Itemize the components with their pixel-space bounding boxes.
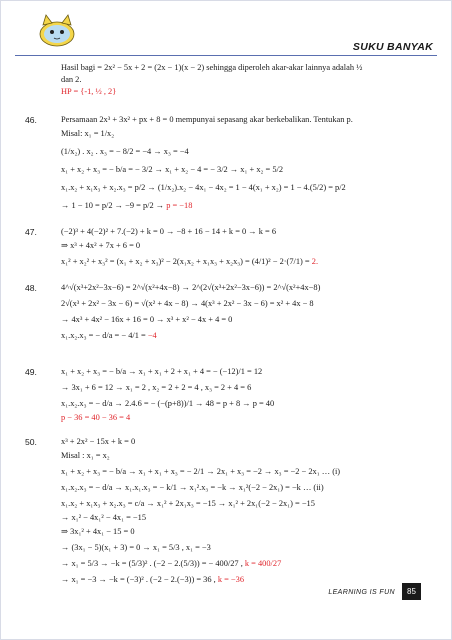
answer: k = −36 [217,575,245,584]
footer-motto: LEARNING IS FUN [328,589,395,596]
answer: p = −18 [166,201,193,210]
text-line: x₁ + x₂ + x₃ = − b/a = − 3/2 → x₁ + x₂ − 4 = − 3/2 → x₁ + x₂ = 5/2 [61,165,284,174]
text-line [61,575,244,585]
text-line [61,331,157,341]
text-line: 2√(x³ + 2x² − 3x − 6) = √(x² + 4x − 8) → 4(x³ + 2x² − 3x − 6) = x² + 4x − 8 [61,299,314,308]
text-line: dan 2. [61,75,82,84]
text-line: x₁ + x₂ + x₃ = − b/a → x₁ + x₁ + x₃ = − 2/1 → 2x₁ + x₃ = −2 → x₃ = −2 − 2x₁ … (i) [61,467,341,476]
text-line: → 4x³ + 4x² − 16x + 16 = 0 → x³ + x² − 4x + 4 = 0 [61,315,233,324]
text-line: ⇒ 3x₁² + 4x₁ − 15 = 0 [61,527,135,536]
text-line [61,257,318,267]
text-line: x³ + 2x² − 15x + k = 0 [61,437,136,446]
header-rule [15,55,437,56]
text-line: ⇒ x³ + 4x² + 7x + 6 = 0 [61,241,141,250]
text-line: x₁.x₂.x₃ = − d/a → 2.4.6 = − (−(p+8))/1 → 48 = p + 8 → p = 40 [61,399,275,408]
text-line: 4^√(x³+2x²−3x−6) = 2^√(x²+4x−8) → 2^(2√(x³+2x²−3x−6)) = 2^√(x²+4x−8) [61,283,321,292]
question-number: 47. [25,227,37,237]
answer: p − 36 = 40 − 36 = 4 [61,413,131,422]
text-line: x₁.x₂ + x₁x₃ + x₂.x₃ = c/a → x₁² + 2x₁x₃ = −15 → x₁² + 2x₁(−2 − 2x₁) = −15 [61,499,315,508]
question-number: 49. [25,367,37,377]
text-part: x₁² + x₂² + x₃² = (x₁ + x₂ + x₃)² − 2(x₁x₂ + x₁x₃ + x₂x₃) = (4/1)² − 2·(7/1) = [61,257,312,266]
text-line: x₁ + x₂ + x₃ = − b/a → x₁ + x₁ + 2 + x₁ + 4 = − (−12)/1 = 12 [61,367,263,376]
answer: 2. [311,257,319,266]
question-number: 48. [25,283,37,293]
text-line [61,559,281,569]
page-number: 85 [402,583,421,600]
text-line: → x₁² − 4x₁² − 4x₁ = −15 [61,513,147,522]
answer: −4 [147,331,157,340]
text-part: → x₁ = −3 → −k = (−3)² . (−2 − 2.(−3)) = 36 , [61,575,218,584]
text-line: Misal: x₁ = 1/x₂ [61,129,115,138]
text-line: x₁.x₂ + x₁x₃ + x₂.x₃ = p/2 → (1/x₂).x₂ − 4x₁ − 4x₂ = 1 − 4(x₁ + x₂) = 1 − 4.(5/2) = p/2 [61,183,346,192]
question-number: 50. [25,437,37,447]
chapter-title: SUKU BANYAK [352,41,433,53]
text-part: x₁.x₂.x₃ = − d/a = − 4/1 = [61,331,148,340]
text-line: (−2)³ + 4(−2)² + 7.(−2) + k = 0 → −8 + 16 − 14 + k = 0 → k = 6 [61,227,277,236]
question-number: 46. [25,115,37,125]
cat-mascot-icon [35,13,79,47]
text-part: → 1 − 10 = p/2 → −9 = p/2 → [61,201,167,210]
text-line: (1/x₂) . x₂ . x₃ = − 8/2 = −4 → x₃ = −4 [61,147,189,156]
text-part: → x₁ = 5/3 → −k = (5/3)² . (−2 − 2.(5/3)) = − 400/27 , [61,559,245,568]
text-line: Persamaan 2x³ + 3x² + px + 8 = 0 mempunyai sepasang akar berkebalikan. Tentukan p. [61,115,353,124]
text-line [61,201,192,211]
solution-set: HP = {-1, ½ , 2} [61,87,117,96]
text-line: Hasil bagi = 2x² − 5x + 2 = (2x − 1)(x − 2) sehingga diperoleh akar-akar lainnya adalah ½ [61,63,363,72]
text-line: x₁.x₂.x₃ = − d/a → x₁.x₁.x₃ = − k/1 → x₁².x₃ = −k → x₁²(−2 − 2x₁) = −k … (ii) [61,483,324,492]
text-line: Misal : x₁ = x₂ [61,451,110,460]
text-line: → 3x₁ + 6 = 12 → x₁ = 2 , x₂ = 2 + 2 = 4 , x₃ = 2 + 4 = 6 [61,383,252,392]
text-line: → (3x₁ − 5)(x₁ + 3) = 0 → x₁ = 5/3 , x₁ = −3 [61,543,211,552]
answer: k = 400/27 [244,559,282,568]
